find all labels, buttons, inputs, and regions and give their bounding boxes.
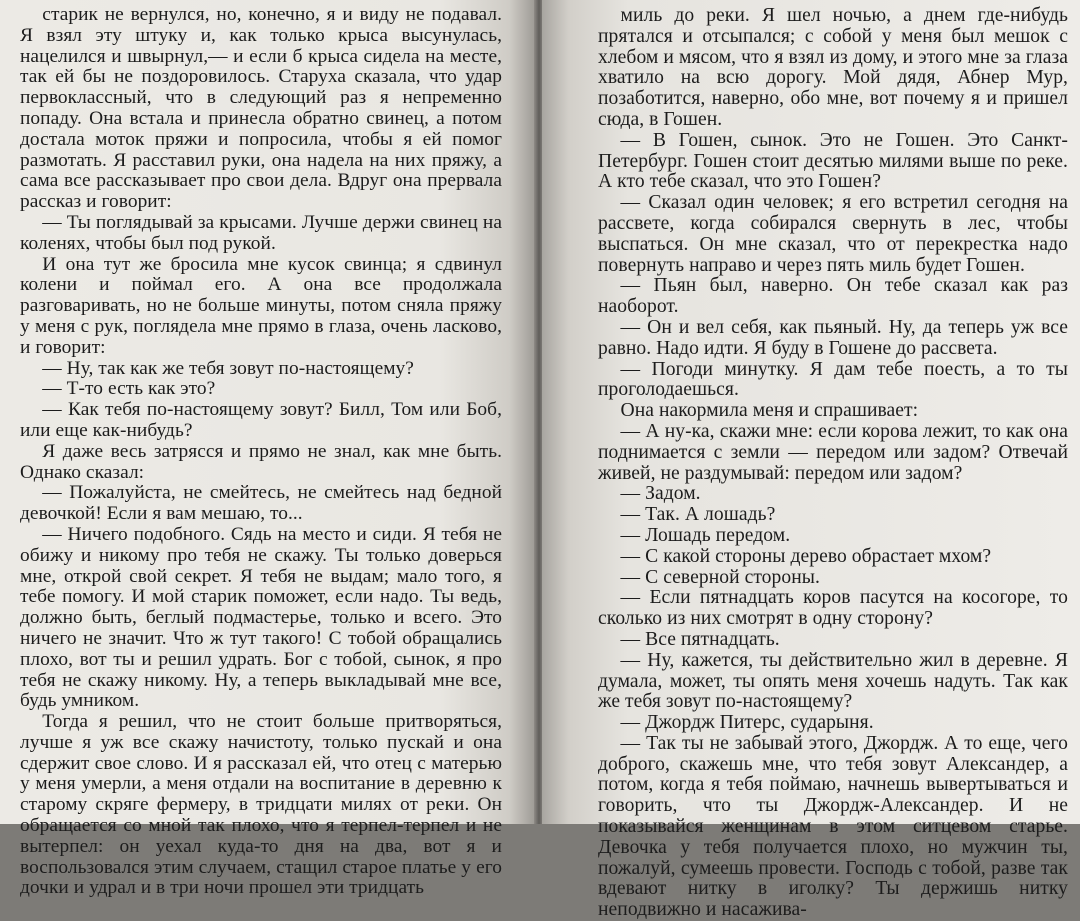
paragraph: — Как тебя по-настоящему зовут? Билл, Том или Боб, или еще как-нибудь? (20, 399, 502, 441)
paragraph: — Ты поглядывай за крысами. Лучше держи свинец на коленях, чтобы был под рукой. (20, 211, 502, 254)
paragraph: — Ну, так как же тебя зовут по-настоящему? (42, 357, 414, 379)
paragraph: Я даже весь затрясся и прямо не знал, как мне быть. Однако сказал: (20, 440, 502, 483)
paragraph: Она накормила меня и спрашивает: (620, 400, 919, 422)
paragraph: — Задом. (620, 483, 701, 505)
paragraph: — С северной стороны. (620, 566, 820, 588)
paragraph: — Пьян был, наверно. Он тебе сказал как раз наоборот. (598, 275, 1068, 318)
paragraph: — Так ты не забывай этого, Джордж. А то еще, чего доброго, скажешь мне, что тебя зовут Александер, а потом, когда я тебя поймаю, начнешь вывертываться и говорить, что ты Джордж-Александер. И не показывайся женщинам в этом ситцевом старье. Девочка у тебя получается плохо, но мужчин ты, пожалуй, сумеешь провести. Господь с тобой, разве так вдевают нитку в иголку? Ты держишь нитку неподвижно и насажива- (598, 732, 1068, 921)
paragraph: — Погоди минутку. Я дам тебе поесть, а то ты проголодаешься. (598, 358, 1068, 401)
paragraph: Тогда я решил, что не стоит больше притворяться, лучше я уж все скажу начистоту, только пускай и она сдержит свое слово. И я рассказал ей, что отец с матерью у меня умерли, а меня отдали на воспитание в деревню к старому скряге фермеру, в тридцати милях от реки. Он обращается со мной так плохо, что я терпел-терпел и не вытерпел: он уехал куда-то дня на два, вот я и воспользовался этим случаем, стащил старое платье у его дочки и удрал и в три ночи прошел эти тридцать (20, 711, 502, 899)
paragraph: миль до реки. Я шел ночью, а днем где-нибудь прятался и отсыпался; с собой у меня был мешок с хлебом и мясом, что я взял из дому, и этого мне за глаза хватило на всю дорогу. Мой дядя, Абнер Мур, позаботится, наверно, обо мне, вот почему я и пришел сюда, в Гошен. (598, 5, 1068, 130)
paragraph: старик не вернулся, но, конечно, я и виду не подавал. Я взял эту штуку и, как только крыса высунулась, нацелился и швырнул,— и если б крыса сидела на месте, так ей бы не поздоровилось. Старуха сказала, что удар первоклассный, что в следующий раз я непременно попаду. Она встала и принесла обратно свинец, а потом достала моток пряжи и попросила, чтобы я ей помог размотать. Я расставил руки, она надела на них пряжу, а сама все рассказывает про свои дела. Вдруг она прервала рассказ и говорит: (20, 4, 502, 213)
paragraph: — В Гошен, сынок. Это не Гошен. Это Санкт-Петербург. Гошен стоит десятью милями выше по реке. А кто тебе сказал, что это Гошен? (598, 129, 1068, 193)
paragraph: — Лошадь передом. (620, 524, 791, 546)
paragraph: — А ну-ка, скажи мне: если корова лежит, то как она поднимается с земли — передом или задом? Отвечай живей, не раздумывай: передом или задом? (598, 420, 1068, 484)
paragraph: — Ничего подобного. Сядь на место и сиди. Я тебя не обижу и никому про тебя не скажу. Ты только доверься мне, открой свой секрет. Я тебя не выдам; мало того, я тебе помогу. И мой старик поможет, если надо. Ты ведь, должно быть, беглый подмастерье, только и всего. Это ничего не значит. Что ж тут такого! С тобой обращались плохо, вот ты и решил удрать. Бог с тобой, сынок, я про тебя не скажу никому. Ну, а теперь выкладывай мне все, будь умником. (20, 523, 502, 712)
paragraph: — С какой стороны дерево обрастает мхом? (620, 545, 992, 567)
paragraph: И она тут же бросила мне кусок свинца; я сдвинул колени и поймал его. А она все продолжала разговаривать, но не больше минуты, потом сняла пряжу у меня с рук, поглядела мне прямо в глаза, очень ласково, и говорит: (20, 253, 502, 358)
left-page-text (20, 5, 502, 899)
paragraph: — Джордж Питерс, сударыня. (620, 712, 874, 734)
paragraph: — Т-то есть как это? (42, 378, 216, 400)
right-page-text (598, 6, 1068, 921)
paragraph: — Ну, кажется, ты действительно жил в деревне. Я думала, может, ты опять меня хочешь надуть. Так как же тебя зовут по-настоящему? (598, 649, 1068, 713)
paragraph: — Так. А лошадь? (620, 504, 776, 526)
paragraph: — Все пятнадцать. (620, 628, 780, 650)
paragraph: — Если пятнадцать коров пасутся на косогоре, то сколько из них смотрят в одну сторону? (598, 587, 1068, 630)
right-page (542, 0, 1080, 921)
paragraph: — Сказал один человек; я его встретил сегодня на рассвете, когда собирался свернуть в лес, чтобы выспаться. Он мне сказал, что от перекрестка надо повернуть направо и через пять миль будет Гошен. (598, 192, 1068, 276)
paragraph: — Пожалуйста, не смейтесь, не смейтесь над бедной девочкой! Если я вам мешаю, то... (20, 482, 502, 525)
paragraph: — Он и вел себя, как пьяный. Ну, да теперь уж все равно. Надо идти. Я буду в Гошене до рассвета. (598, 316, 1068, 359)
left-page (0, 0, 536, 899)
